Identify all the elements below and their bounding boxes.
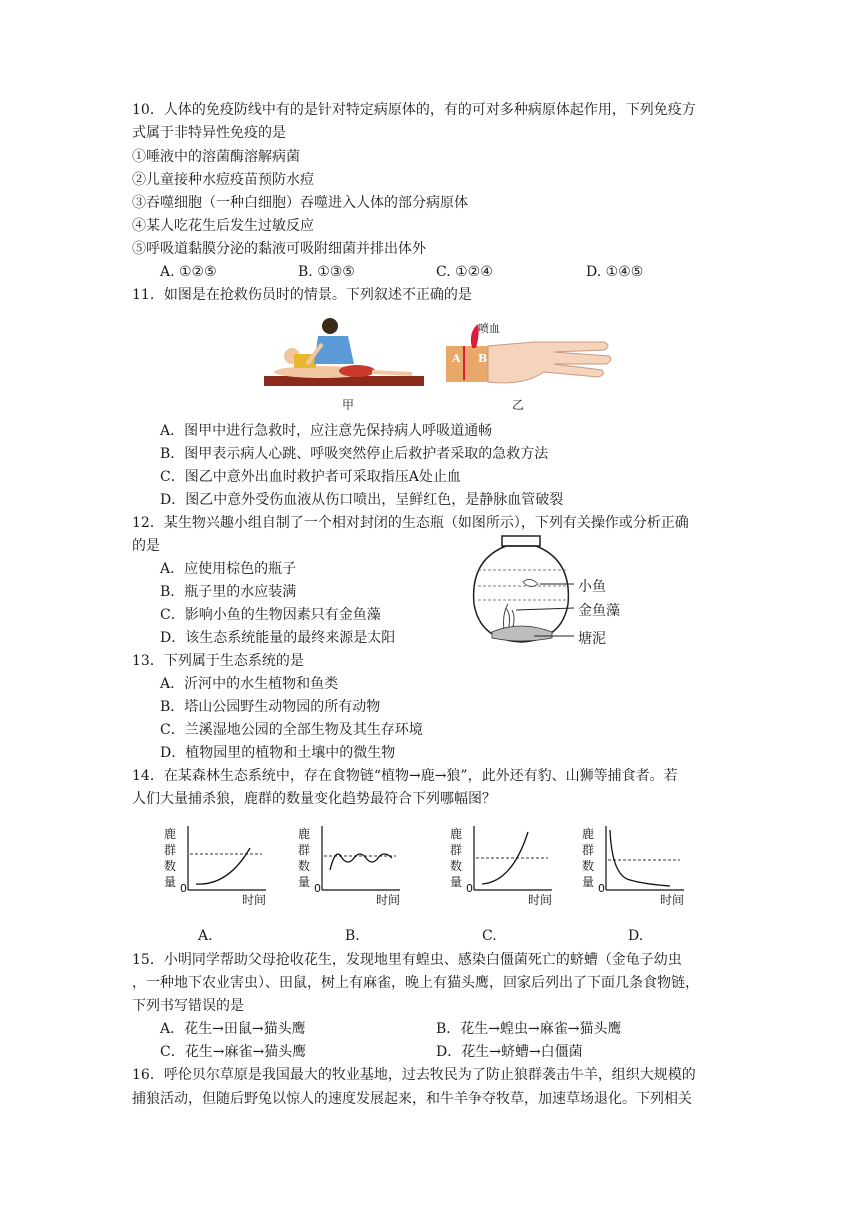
population-curve [610, 830, 670, 886]
q16-stem-line1: 16．呼伦贝尔草原是我国最大的牧业基地，过去牧民为了防止狼群袭击牛羊，组织大规模的 [132, 1067, 696, 1083]
q15-stem-line1: 15．小明同学帮助父母抢收花生，发现地里有蝗虫、感染白僵菌死亡的蛴螬（金龟子幼虫 [132, 952, 682, 968]
q11-stem: 11．如图是在抢救伤员时的情景。下列叙述不正确的是 [132, 287, 472, 303]
rescue-figure-jia [262, 314, 430, 392]
hand-figure-yi [444, 320, 614, 392]
x-axis-label: 时间 [242, 893, 267, 907]
q12-option-c: C．影响小鱼的生物因素只有金鱼藻 [160, 607, 381, 623]
q10-option-b: B. ①③⑤ [298, 264, 355, 280]
patient-pants [339, 365, 375, 377]
y-axis-label-char: 群 [450, 843, 463, 857]
waterweed [504, 604, 515, 630]
origin-label: 0 [598, 882, 605, 895]
q15-option-c: C．花生→麻雀→猫头鹰 [160, 1044, 307, 1060]
population-curve [196, 848, 250, 884]
helper2-head [322, 318, 338, 334]
y-axis-label-char: 量 [298, 875, 311, 889]
graph-d [580, 826, 690, 906]
figure-jia-label: 甲 [342, 398, 355, 412]
y-axis-label-char: 量 [582, 875, 595, 889]
y-axis-label-char: 鹿 [164, 827, 177, 841]
q13-option-c: C．兰溪湿地公园的全部生物及其生存环境 [160, 722, 423, 738]
q15-option-a: A．花生→田鼠→猫头鹰 [160, 1021, 306, 1037]
y-axis-label-char: 鹿 [298, 827, 311, 841]
q10-option-a: A. ①②⑤ [160, 264, 217, 280]
waterweed-label: 金鱼藻 [578, 603, 620, 619]
q12-option-b: B．瓶子里的水应装满 [160, 584, 297, 600]
q10-item-2: ②儿童接种水痘疫苗预防水痘 [132, 172, 314, 188]
mat [264, 376, 424, 386]
q15-option-b: B．花生→蝗虫→麻雀→猫头鹰 [436, 1021, 622, 1037]
q11-option-c: C．图乙中意外出血时救护者可采取指压A处止血 [160, 469, 461, 485]
q14-stem-line2: 人们大量捕杀狼，鹿群的数量变化趋势最符合下列哪幅图？ [132, 791, 496, 807]
patient-legs [372, 372, 412, 374]
y-axis-label-char: 量 [450, 875, 463, 889]
bottle-cap [502, 536, 540, 546]
fish-label: 小鱼 [578, 579, 606, 595]
q10-item-1: ①唾液中的溶菌酶溶解病菌 [132, 149, 300, 165]
y-axis-label-char: 数 [298, 859, 311, 873]
spray-label: 喷血 [478, 322, 500, 335]
q10-stem-line1: 10．人体的免疫防线中有的是针对特定病原体的，有的可对多种病原体起作用，下列免疫方 [132, 102, 696, 118]
fish [523, 579, 538, 586]
q12-option-d: D．该生态系统能量的最终来源是太阳 [160, 630, 396, 646]
pond-mud [492, 626, 552, 641]
graph-c [448, 826, 558, 906]
y-axis-label-char: 群 [164, 843, 177, 857]
q13-option-d: D．植物园里的植物和土壤中的微生物 [160, 745, 396, 761]
q14-stem-line1: 14．在某森林生态系统中，存在食物链“植物→鹿→狼”，此外还有豹、山狮等捕食者。若 [132, 768, 678, 784]
q10-item-4: ④某人吃花生后发生过敏反应 [132, 218, 314, 234]
helper2-shirt [314, 336, 354, 364]
y-axis-label-char: 数 [450, 859, 463, 873]
x-axis-label: 时间 [660, 893, 685, 907]
q12-option-a: A．应使用棕色的瓶子 [160, 561, 297, 577]
q12-stem-line1: 12．某生物兴趣小组自制了一个相对封闭的生态瓶（如图所示），下列有关操作或分析正确 [132, 515, 689, 531]
q11-option-a: A．图甲中进行急救时，应注意先保持病人呼吸道通畅 [160, 423, 493, 439]
hand [488, 342, 611, 383]
origin-label: 0 [314, 882, 321, 895]
q11-option-d: D．图乙中意外受伤血液从伤口喷出，呈鲜红色，是静脉血管破裂 [160, 492, 564, 508]
x-axis-label: 时间 [528, 893, 553, 907]
q11-option-b: B．图甲表示病人心跳、呼吸突然停止后救护者采取的急救方法 [160, 446, 549, 462]
origin-label: 0 [466, 882, 473, 895]
mud-label: 塘泥 [578, 631, 606, 647]
q13-option-b: B．塔山公园野生动物园的所有动物 [160, 699, 381, 715]
q13-option-a: A．沂河中的水生植物和鱼类 [160, 676, 339, 692]
point-a-label: A [452, 352, 461, 365]
q10-option-c: C. ①②④ [436, 264, 493, 280]
y-axis-label-char: 量 [164, 875, 177, 889]
q10-stem-line2: 式属于非特异性免疫的是 [132, 125, 286, 141]
figure-yi-label: 乙 [512, 398, 525, 412]
y-axis-label-char: 群 [298, 843, 311, 857]
graph-a [162, 826, 272, 906]
q15-stem-line3: 下列书写错误的是 [132, 998, 244, 1014]
x-axis-label: 时间 [376, 893, 401, 907]
y-axis-label-char: 鹿 [582, 827, 595, 841]
y-axis-label-char: 鹿 [450, 827, 463, 841]
graph-label-b: B. [345, 928, 360, 944]
q16-stem-line2: 捕狼活动，但随后野兔以惊人的速度发展起来，和牛羊争夺牧草，加速草场退化。下列相关 [132, 1091, 692, 1107]
graph-label-a: A. [198, 928, 213, 944]
q10-option-d: D. ①④⑤ [586, 264, 644, 280]
y-axis-label-char: 群 [582, 843, 595, 857]
y-axis-label-char: 数 [164, 859, 177, 873]
origin-label: 0 [180, 882, 187, 895]
graph-label-d: D. [628, 928, 644, 944]
ecobottle-figure [468, 534, 588, 650]
q10-item-5: ⑤呼吸道黏膜分泌的黏液可吸附细菌并排出体外 [132, 241, 426, 257]
q10-item-3: ③吞噬细胞（一种白细胞）吞噬进入人体的部分病原体 [132, 195, 468, 211]
q13-stem: 13．下列属于生态系统的是 [132, 653, 304, 669]
graph-b [296, 826, 406, 906]
q15-option-d: D．花生→蛴螬→白僵菌 [436, 1044, 583, 1060]
q15-stem-line2: ，一种地下农业害虫）、田鼠，树上有麻雀，晚上有猫头鹰，回家后列出了下面几条食物链， [132, 975, 699, 991]
graph-label-c: C. [482, 928, 497, 944]
y-axis-label-char: 数 [582, 859, 595, 873]
q12-stem-line2: 的是 [132, 538, 160, 554]
point-b-label: B [478, 352, 488, 365]
